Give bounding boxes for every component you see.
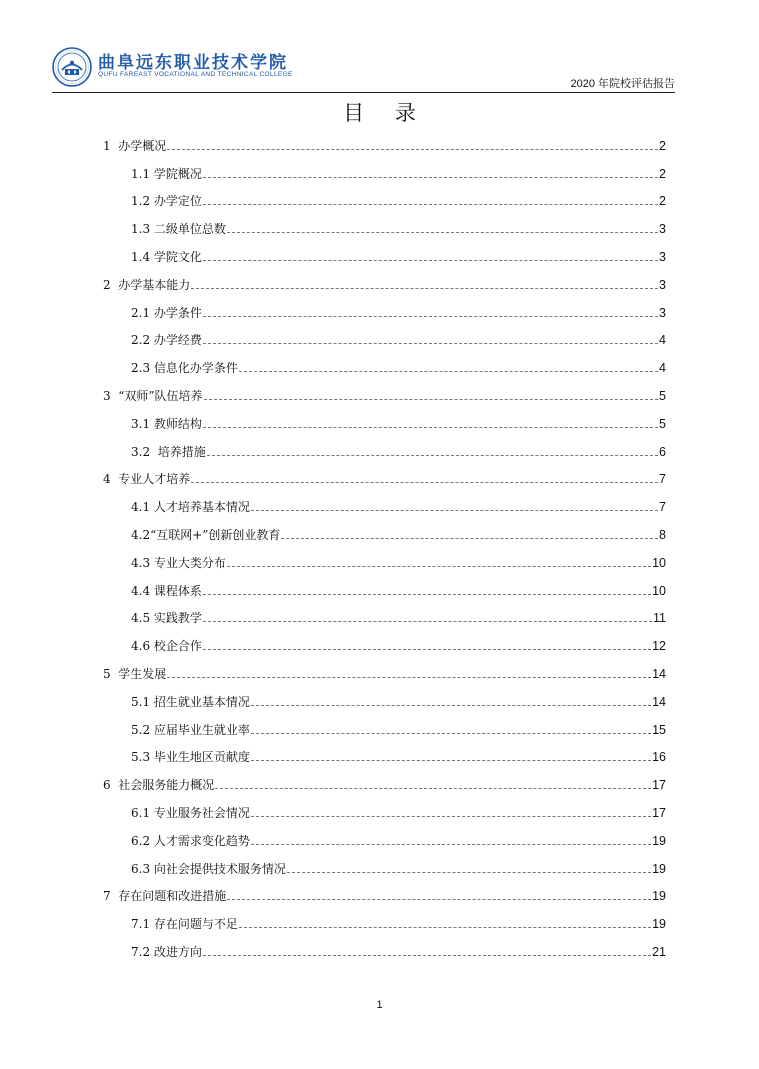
toc-entry-page: 17 bbox=[652, 778, 666, 793]
toc-section-entry[interactable] bbox=[103, 321, 666, 349]
toc-entry-page: 3 bbox=[659, 305, 666, 320]
toc-entry-label: 5 学生发展 bbox=[103, 666, 167, 681]
toc-section-entry[interactable] bbox=[103, 849, 666, 877]
toc-entry-page: 3 bbox=[659, 222, 666, 237]
toc-chapter-entry[interactable] bbox=[103, 877, 666, 905]
toc-leader-dots bbox=[203, 204, 658, 205]
toc-section-entry[interactable] bbox=[103, 682, 666, 710]
toc-entry-label: 7.1 存在问题与不足 bbox=[131, 917, 238, 932]
toc-chapter-entry[interactable] bbox=[103, 460, 666, 488]
toc-entry-page: 3 bbox=[659, 249, 666, 264]
toc-section-entry[interactable] bbox=[103, 571, 666, 599]
toc-leader-dots bbox=[203, 594, 651, 595]
toc-entry-label: 5.3 毕业生地区贡献度 bbox=[131, 750, 250, 765]
toc-section-entry[interactable] bbox=[103, 348, 666, 376]
toc-leader-dots bbox=[191, 288, 658, 289]
toc-section-entry[interactable] bbox=[103, 209, 666, 237]
toc-entry-label: 7 存在问题和改进措施 bbox=[103, 889, 227, 904]
toc-entry-label: 3.2 培养措施 bbox=[131, 444, 206, 459]
toc-leader-dots bbox=[167, 677, 651, 678]
toc-leader-dots bbox=[239, 371, 658, 372]
toc-entry-page: 12 bbox=[652, 639, 666, 654]
toc-entry-label: 4.1 人才培养基本情况 bbox=[131, 500, 250, 515]
toc-entry-label: 3.1 教师结构 bbox=[131, 416, 202, 431]
toc-leader-dots bbox=[203, 177, 658, 178]
toc-entry-label: 5.1 招生就业基本情况 bbox=[131, 694, 250, 709]
toc-section-entry[interactable] bbox=[103, 821, 666, 849]
college-name-cn: 曲阜远东职业技术学院 bbox=[98, 53, 288, 73]
toc-leader-dots bbox=[203, 343, 658, 344]
toc-section-entry[interactable] bbox=[103, 793, 666, 821]
toc-section-entry[interactable] bbox=[103, 404, 666, 432]
toc-leader-dots bbox=[251, 705, 651, 706]
college-seal-icon bbox=[52, 47, 92, 87]
college-name-en: QUFU FAREAST VOCATIONAL AND TECHNICAL COLLEGE bbox=[98, 71, 293, 78]
toc-leader-dots bbox=[204, 399, 659, 400]
toc-chapter-entry[interactable] bbox=[103, 765, 666, 793]
toc-leader-dots bbox=[251, 760, 651, 761]
toc-section-entry[interactable] bbox=[103, 293, 666, 321]
report-title: 2020 年院校评估报告 bbox=[570, 78, 675, 90]
toc-entry-label: 4.3 专业大类分布 bbox=[131, 555, 226, 570]
table-of-contents bbox=[103, 126, 666, 960]
toc-section-entry[interactable] bbox=[103, 515, 666, 543]
toc-leader-dots bbox=[251, 510, 658, 511]
toc-entry-label: 1.1 学院概况 bbox=[131, 166, 202, 181]
toc-entry-label: 6.1 专业服务社会情况 bbox=[131, 805, 250, 820]
toc-leader-dots bbox=[227, 899, 651, 900]
toc-entry-page: 14 bbox=[652, 666, 666, 681]
toc-chapter-entry[interactable] bbox=[103, 376, 666, 404]
toc-entry-page: 5 bbox=[659, 416, 666, 431]
toc-entry-page: 4 bbox=[659, 333, 666, 348]
toc-entry-page: 2 bbox=[659, 166, 666, 181]
toc-entry-page: 14 bbox=[652, 694, 666, 709]
toc-leader-dots bbox=[227, 232, 658, 233]
toc-entry-label: 1.3 二级单位总数 bbox=[131, 222, 226, 237]
toc-entry-page: 3 bbox=[659, 277, 666, 292]
toc-leader-dots bbox=[251, 816, 651, 817]
toc-entry-label: 1 办学概况 bbox=[103, 138, 167, 153]
toc-entry-page: 16 bbox=[652, 750, 666, 765]
toc-chapter-entry[interactable] bbox=[103, 654, 666, 682]
toc-entry-page: 15 bbox=[652, 722, 666, 737]
toc-entry-label: 7.2 改进方向 bbox=[131, 944, 202, 959]
toc-entry-page: 19 bbox=[652, 861, 666, 876]
toc-entry-page: 10 bbox=[652, 583, 666, 598]
toc-entry-label: 2.3 信息化办学条件 bbox=[131, 361, 238, 376]
toc-entry-label: 6.2 人才需求变化趋势 bbox=[131, 833, 250, 848]
toc-leader-dots bbox=[281, 538, 658, 539]
toc-section-entry[interactable] bbox=[103, 904, 666, 932]
toc-entry-page: 8 bbox=[659, 527, 666, 542]
toc-entry-page: 5 bbox=[659, 388, 666, 403]
toc-entry-page: 19 bbox=[652, 833, 666, 848]
toc-entry-page: 2 bbox=[659, 194, 666, 209]
toc-section-entry[interactable] bbox=[103, 432, 666, 460]
toc-entry-label: 2.2 办学经费 bbox=[131, 333, 202, 348]
toc-leader-dots bbox=[215, 788, 651, 789]
toc-section-entry[interactable] bbox=[103, 543, 666, 571]
toc-section-entry[interactable] bbox=[103, 738, 666, 766]
toc-entry-label: 4 专业人才培养 bbox=[103, 472, 191, 487]
toc-entry-label: 6.3 向社会提供技术服务情况 bbox=[131, 861, 286, 876]
toc-entry-page: 4 bbox=[659, 361, 666, 376]
toc-leader-dots bbox=[203, 955, 651, 956]
toc-section-entry[interactable] bbox=[103, 932, 666, 960]
toc-leader-dots bbox=[207, 455, 658, 456]
toc-entry-label: 3 “双师”队伍培养 bbox=[103, 388, 203, 403]
toc-entry-page: 2 bbox=[659, 138, 666, 153]
toc-entry-label: 2 办学基本能力 bbox=[103, 277, 191, 292]
toc-entry-page: 11 bbox=[653, 611, 666, 626]
toc-leader-dots bbox=[191, 482, 658, 483]
toc-entry-page: 21 bbox=[652, 944, 666, 959]
toc-entry-label: 4.6 校企合作 bbox=[131, 639, 202, 654]
toc-leader-dots bbox=[167, 149, 658, 150]
toc-leader-dots bbox=[203, 316, 658, 317]
toc-entry-label: 4.2“互联网+”创新创业教育 bbox=[131, 527, 281, 542]
toc-section-entry[interactable] bbox=[103, 154, 666, 182]
toc-chapter-entry[interactable] bbox=[103, 265, 666, 293]
toc-entry-label: 1.2 办学定位 bbox=[131, 194, 202, 209]
toc-entry-page: 6 bbox=[659, 444, 666, 459]
toc-entry-page: 7 bbox=[659, 500, 666, 515]
header-divider bbox=[52, 92, 675, 93]
toc-section-entry[interactable] bbox=[103, 237, 666, 265]
toc-leader-dots bbox=[227, 566, 651, 567]
toc-leader-dots bbox=[287, 872, 651, 873]
page-number: 1 bbox=[376, 999, 383, 1011]
toc-entry-label: 1.4 学院文化 bbox=[131, 249, 202, 264]
toc-section-entry[interactable] bbox=[103, 182, 666, 210]
toc-entry-label: 2.1 办学条件 bbox=[131, 305, 202, 320]
toc-chapter-entry[interactable] bbox=[103, 126, 666, 154]
toc-leader-dots bbox=[239, 927, 651, 928]
toc-entry-label: 4.4 课程体系 bbox=[131, 583, 202, 598]
toc-leader-dots bbox=[203, 621, 652, 622]
toc-entry-label: 6 社会服务能力概况 bbox=[103, 778, 215, 793]
toc-leader-dots bbox=[203, 649, 651, 650]
toc-leader-dots bbox=[203, 427, 658, 428]
toc-entry-page: 19 bbox=[652, 889, 666, 904]
toc-leader-dots bbox=[251, 844, 651, 845]
toc-entry-label: 5.2 应届毕业生就业率 bbox=[131, 722, 250, 737]
toc-entry-label: 4.5 实践教学 bbox=[131, 611, 202, 626]
toc-leader-dots bbox=[251, 733, 651, 734]
toc-section-entry[interactable] bbox=[103, 487, 666, 515]
toc-leader-dots bbox=[203, 260, 658, 261]
toc-section-entry[interactable] bbox=[103, 626, 666, 654]
toc-entry-page: 17 bbox=[652, 805, 666, 820]
toc-heading: 目 录 bbox=[343, 101, 428, 125]
toc-entry-page: 7 bbox=[659, 472, 666, 487]
toc-section-entry[interactable] bbox=[103, 599, 666, 627]
toc-entry-page: 19 bbox=[652, 917, 666, 932]
toc-entry-page: 10 bbox=[652, 555, 666, 570]
toc-section-entry[interactable] bbox=[103, 710, 666, 738]
